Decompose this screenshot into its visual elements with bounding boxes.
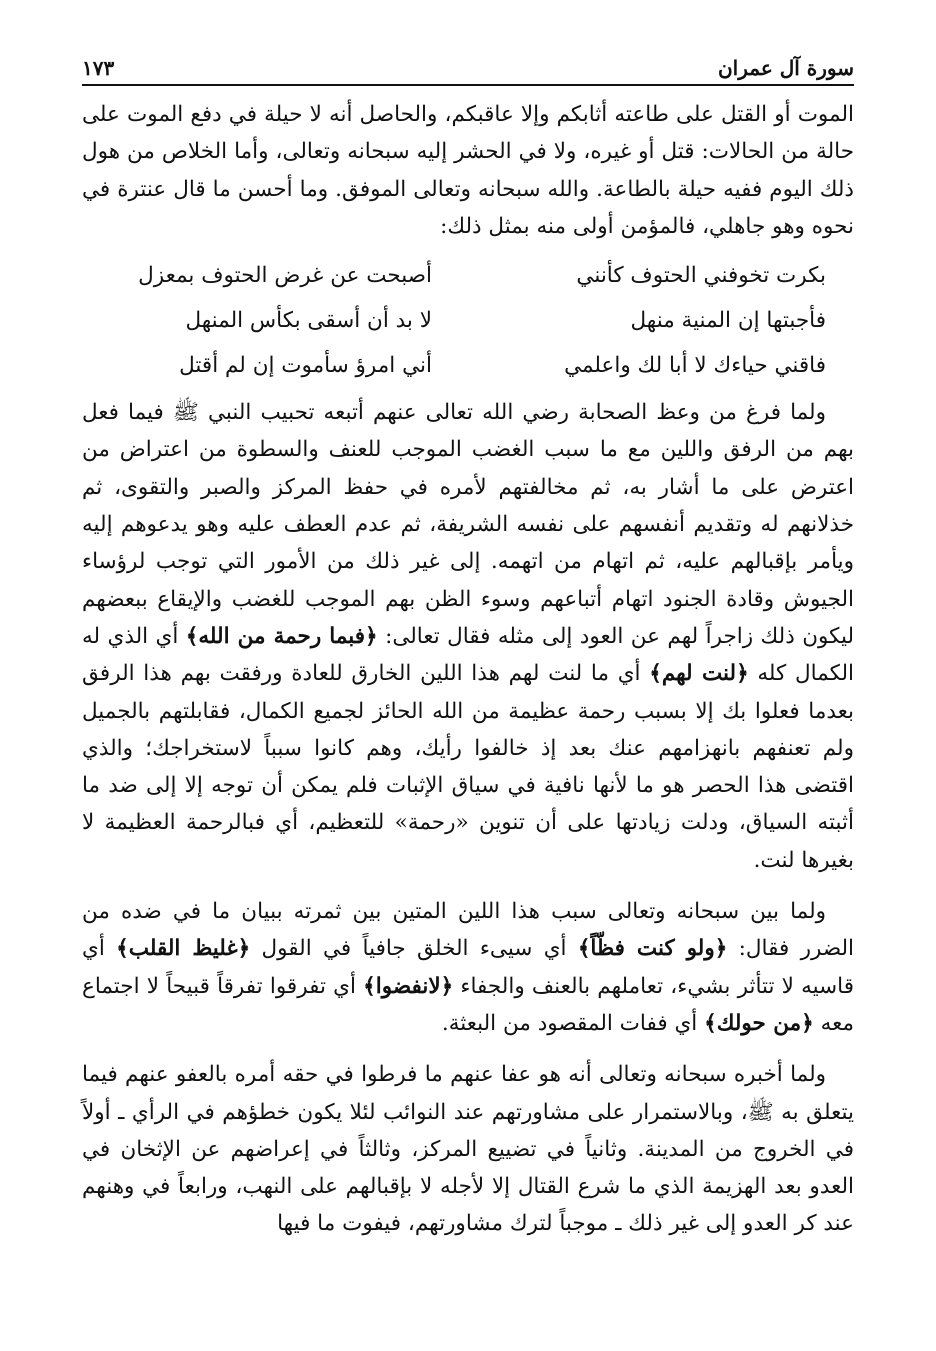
verse-1-second-hemistich: أصبحت عن غرض الحتوف بمعزل: [138, 263, 432, 289]
quran-quote: ﴿ولو كنت فظّاً﴾: [577, 936, 728, 962]
page-header: [82, 54, 854, 84]
page-number: ١٧٣: [82, 56, 115, 80]
paragraph-2-text-c: أي ما لنت لهم هذا اللين الخارق للعادة ورفقت بهم هذا الرفق بعدما فعلوا بك إلا بسبب رحمة عظيمة من الله الحائز لجميع الكمال، فقابلتهم بالجميل ولم تعنفهم بانهزامهم عنك بعد إذ خالفوا رأيك، وهم كانوا سبباً لاستخراجك؛ والذي اقتضى هذا الحصر هو ما لأنها نافية في سياق الإثبات فلم يمكن أن توجه إلا إلى ضد ما أثبته السياق، ودلت زيادتها على أن تنوين «رحمة» للتعظيم، أي فبالرحمة العظيمة لا بغيرها لنت.: [82, 661, 854, 873]
paragraph-3: [82, 893, 854, 1042]
verse-2-second-hemistich: لا بد أن أسقى بكأس المنهل: [185, 308, 432, 334]
paragraph-3-text-a: ولما بين سبحانه وتعالى سبب هذا اللين المتين بين ثمرته ببيان ما في ضده من الضرر فقال:: [82, 899, 854, 962]
quran-quote: ﴿من حولك﴾: [704, 1010, 814, 1036]
verse-2: [82, 298, 854, 343]
verse-1: [82, 253, 854, 298]
paragraph-3-text-b: أي سيىء الخلق جافياً في القول: [250, 936, 578, 962]
paragraph-2: [82, 394, 854, 879]
body-text: [82, 96, 854, 1243]
paragraph-1: الموت أو القتل على طاعته أثابكم وإلا عاقبكم، والحاصل أنه لا حيلة في دفع الموت على حالة من الحالات: قتل أو غيره، ولا في الحشر إليه سبحانه وتعالى، وأما الخلاص من هول ذلك اليوم ففيه حيلة بالطاعة. والله سبحانه وتعالى الموفق. وما أحسن ما قال عنترة في نحوه وهو جاهلي، فالمؤمن أولى منه بمثل ذلك:: [82, 102, 854, 239]
quran-quote: ﴿غليظ القلب﴾: [116, 936, 251, 962]
paragraph-4: ولما أخبره سبحانه وتعالى أنه هو عفا عنهم ما فرطوا في حقه أمره بالعفو عنهم فيما يتعلق به ﷺ، وبالاستمرار على مشاورتهم عند النوائب لئلا يكون خطؤهم في الرأي ـ أولاً في الخروج من المدينة. وثانياً في تضييع المركز، وثالثاً في إعراضهم عن الإثخان في العدو بعد الهزيمة الذي ما شرع القتال إلا لأجله لا بإقبالهم على النهب، ورابعاً في وهنهم عند كر العدو إلى غير ذلك ـ موجباً لترك مشاورتهم، فيفوت ما فيها: [82, 1062, 854, 1237]
paragraph-3-text-d: أي تفرقوا تفرقاً قبيحاً لا اجتماع معه: [82, 973, 854, 1036]
quran-quote: ﴿لنت لهم﴾: [649, 661, 749, 687]
paragraph-2-text-a: ولما فرغ من وعظ الصحابة رضي الله تعالى عنهم أتبعه تحبيب النبي ﷺ فيما فعل بهم من الرفق واللين مع ما سبب الغضب الموجب للعنف والسطوة من اعتراض من اعترض على ما أشار به، ثم مخالفتهم لأمره في حفظ المركز والصبر والتقوى، ثم خذلانهم له وتقديم أنفسهم على نفسه الشريفة، ثم عدم العطف عليه وهو يدعوهم إليه ويأمر بإقبالهم عليه، ثم اتهام من اتهمه. إلى غير ذلك من الأمور التي توجب لرؤساء الجيوش وقادة الجنود اتهام أتباعهم وسوء الظن بهم الموجب للغضب والإيقاع ببعضهم ليكون ذلك زاجراً لهم عن العود إلى مثله فقال تعالى:: [82, 400, 855, 649]
quran-quote: ﴿فبما رحمة من الله﴾: [185, 623, 378, 649]
verse-2-first-hemistich: فأجبتها إن المنية منهل: [630, 308, 826, 334]
verse-1-first-hemistich: بكرت تخوفني الحتوف كأنني: [576, 263, 826, 289]
quran-quote: ﴿لانفضوا﴾: [363, 973, 454, 999]
header-rule: [82, 84, 854, 86]
verse-3: [82, 343, 854, 388]
paragraph-3-text-e: أي ففات المقصود من البعثة.: [441, 1010, 705, 1036]
poem: [82, 253, 854, 388]
surah-title: سورة آل عمران: [717, 56, 854, 80]
paragraph-3-text-c: أي قاسيه لا تتأثر بشيء، تعاملهم بالعنف والجفاء: [82, 936, 854, 999]
verse-3-second-hemistich: أني امرؤ سأموت إن لم أقتل: [179, 353, 432, 379]
verse-3-first-hemistich: فاقني حياءك لا أبا لك واعلمي: [564, 353, 826, 379]
paragraph-2-text-b: أي الذي له الكمال كله: [82, 623, 854, 687]
